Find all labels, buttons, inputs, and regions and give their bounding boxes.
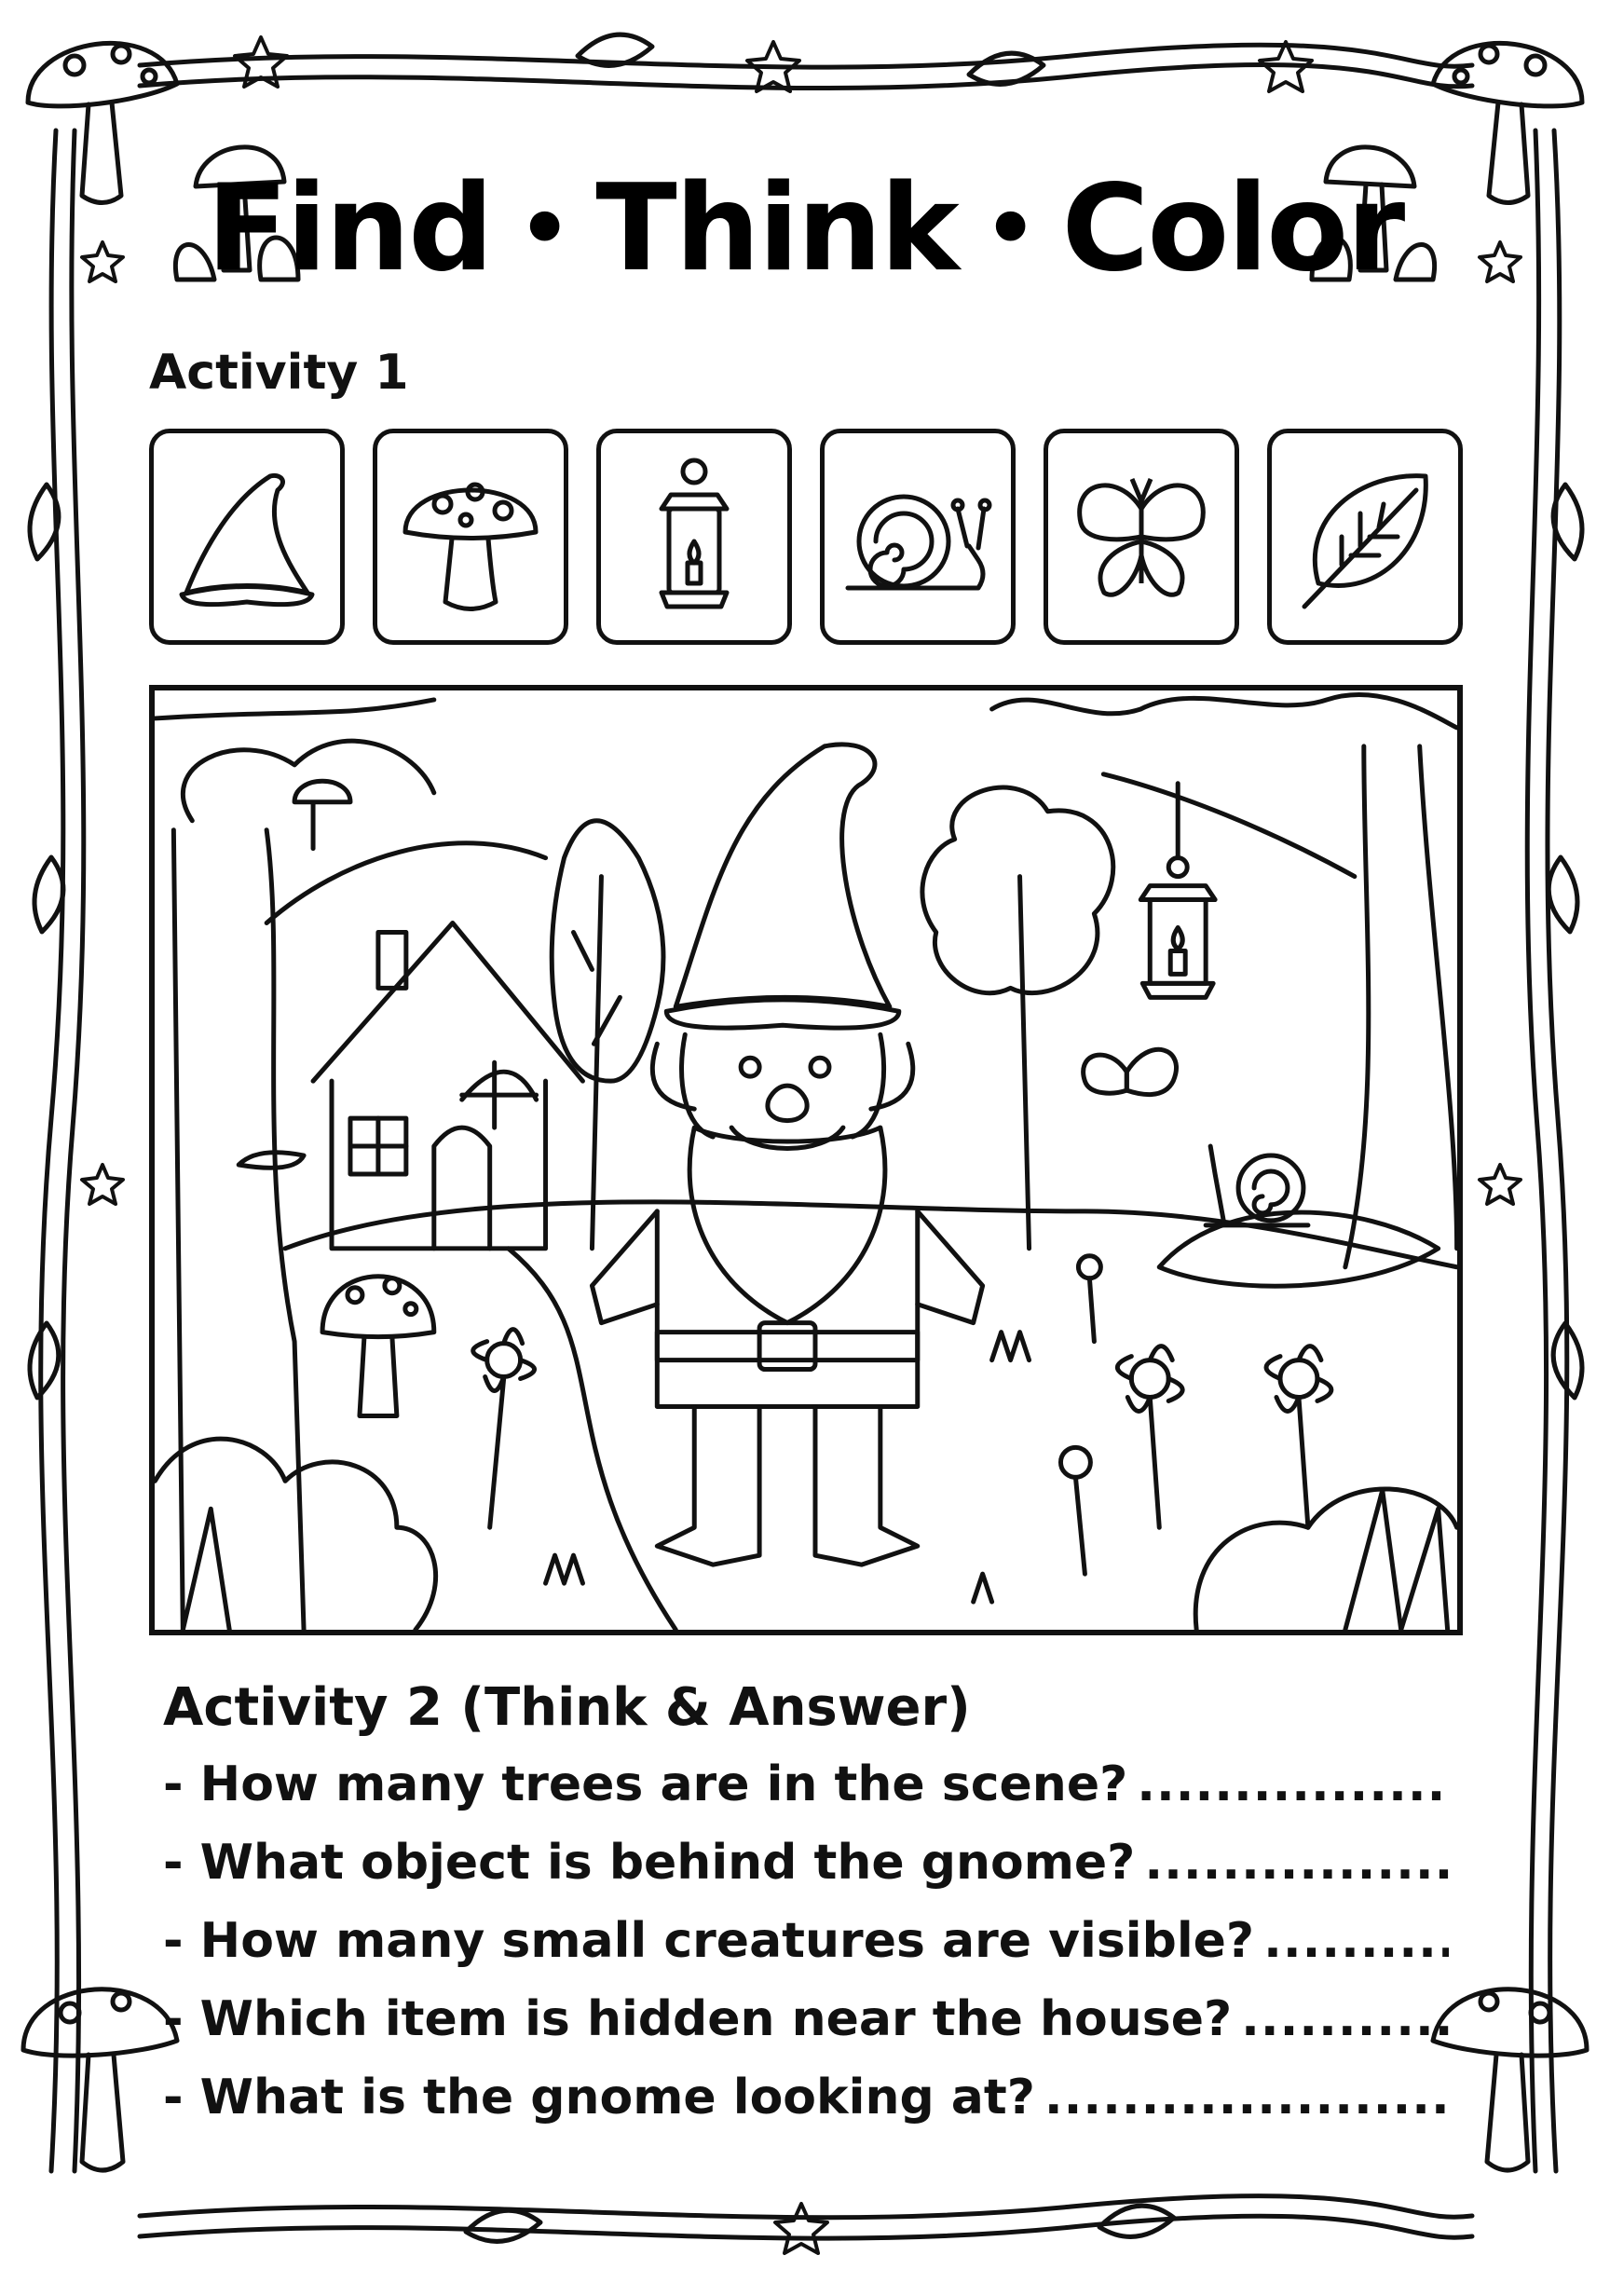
question-text: - How many trees are in the scene? (163, 1756, 1128, 1812)
activity1-heading: Activity 1 (149, 345, 409, 401)
right-tree (992, 694, 1457, 1266)
find-item-box (596, 429, 792, 645)
scene-flowers (473, 1256, 1331, 1574)
answer-line[interactable] (1263, 1913, 1449, 1969)
background-trees (552, 787, 1113, 1249)
question-row (163, 1835, 1449, 1913)
title-word-find: Find (206, 158, 492, 298)
corner-mushroom-icon (23, 1989, 177, 2170)
answer-line[interactable] (1144, 1835, 1449, 1891)
gnome-hat-icon (168, 453, 326, 621)
scene-mushroom (322, 1277, 434, 1416)
find-item-box (373, 429, 568, 645)
title-separator: • (983, 179, 1036, 278)
find-item-box (1267, 429, 1463, 645)
title-separator: • (517, 179, 570, 278)
question-row (163, 1756, 1449, 1835)
answer-line[interactable] (1241, 1991, 1449, 2047)
find-item-box (149, 429, 345, 645)
question-row (163, 1991, 1449, 2070)
find-item-box (1044, 429, 1239, 645)
question-text: - Which item is hidden near the house? (163, 1991, 1233, 2047)
lantern-icon (615, 453, 773, 621)
question-row (163, 1913, 1449, 1991)
question-list (163, 1756, 1449, 2148)
scene-bushes (155, 1332, 1456, 1630)
page-title (206, 149, 1404, 308)
house (313, 923, 582, 1249)
corner-mushroom-icon (1433, 1989, 1587, 2170)
activity2-heading: Activity 2 (Think & Answer) (163, 1677, 971, 1738)
find-items-row (149, 429, 1463, 648)
gnome-character (592, 745, 982, 1565)
gnome-forest-scene (149, 685, 1463, 1635)
snail-icon (839, 453, 997, 621)
answer-line[interactable] (1044, 2070, 1449, 2125)
corner-mushroom-icon (28, 43, 177, 202)
leaf-icon (1286, 453, 1444, 621)
butterfly-icon (1062, 453, 1221, 621)
mushroom-icon (391, 453, 550, 621)
question-text: - What object is behind the gnome? (163, 1835, 1136, 1891)
hanging-lantern (1140, 784, 1215, 998)
question-text: - What is the gnome looking at? (163, 2070, 1035, 2125)
scene-butterfly (1084, 1049, 1177, 1094)
question-row (163, 2070, 1449, 2148)
answer-line[interactable] (1137, 1756, 1449, 1812)
title-word-color: Color (1061, 158, 1404, 298)
find-item-box (820, 429, 1016, 645)
scene-snail (1159, 1146, 1438, 1286)
title-word-think: Think (595, 158, 958, 298)
question-text: - How many small creatures are visible? (163, 1913, 1255, 1969)
